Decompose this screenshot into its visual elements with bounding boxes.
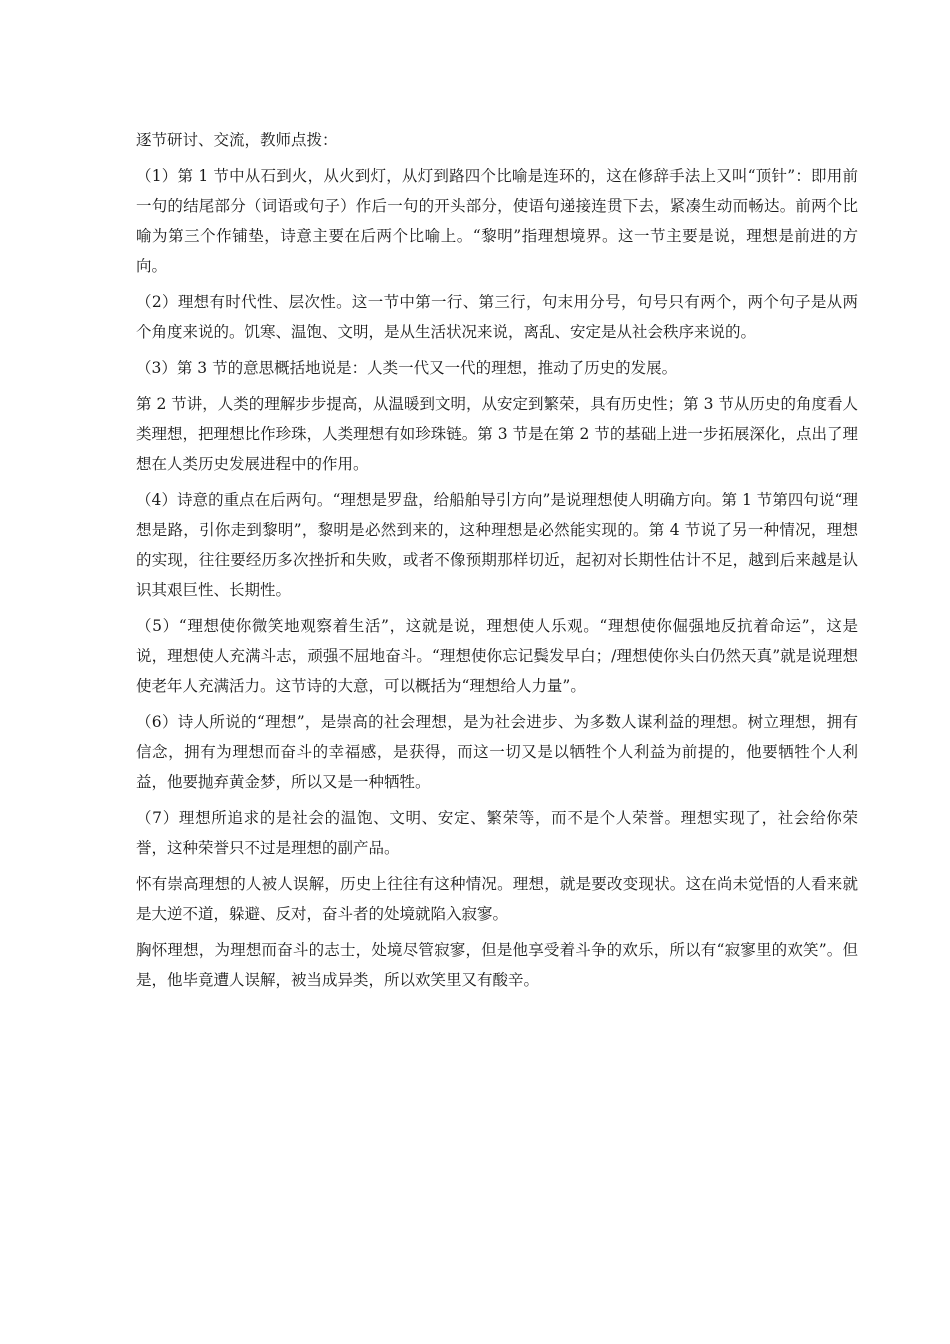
paragraph-3: （3）第 3 节的意思概括地说是：人类一代又一代的理想，推动了历史的发展。 (136, 359, 678, 377)
paragraph-7: （7）理想所追求的是社会的温饱、文明、安定、繁荣等，而不是个人荣誉。理想实现了，社会给你荣誉，这种荣誉只不过是理想的副产品。 (136, 809, 858, 857)
paragraph-7-note-b: 胸怀理想，为理想而奋斗的志士，处境尽管寂寥，但是他享受着斗争的欢乐，所以有“寂寥里的欢笑”。但是，他毕竟遭人误解，被当成异类，所以欢笑里又有酸辛。 (136, 941, 858, 989)
paragraph-5: （5）“理想使你微笑地观察着生活”，这就是说，理想使人乐观。“理想使你倔强地反抗着命运”，这是说，理想使人充满斗志，顽强不屈地奋斗。“理想使你忘记鬓发早白；/理想使你头白仍然天真”就是说理想使老年人充满活力。这节诗的大意，可以概括为“理想给人力量”。 (136, 617, 858, 695)
paragraph-3-explanation: 第 2 节讲，人类的理解步步提高，从温暖到文明，从安定到繁荣，具有历史性；第 3 节从历史的角度看人类理想，把理想比作珍珠，人类理想有如珍珠链。第 3 节是在第 2 节的基础上进一步拓展深化，点出了理想在人类历史发展进程中的作用。 (136, 395, 858, 473)
intro-line: 逐节研讨、交流，教师点拨： (136, 131, 338, 149)
paragraph-7-note-a: 怀有崇高理想的人被人误解，历史上往往有这种情况。理想，就是要改变现状。这在尚未觉悟的人看来就是大逆不道，躲避、反对，奋斗者的处境就陷入寂寥。 (136, 875, 858, 923)
paragraph-6: （6）诗人所说的“理想”，是崇高的社会理想，是为社会进步、为多数人谋利益的理想。树立理想，拥有信念，拥有为理想而奋斗的幸福感，是获得，而这一切又是以牺牲个人利益为前提的，他要牺牲个人利益，他要抛弃黄金梦，所以又是一种牺牲。 (136, 713, 858, 791)
document-body (136, 125, 858, 1001)
paragraph-4: （4）诗意的重点在后两句。“理想是罗盘，给船舶导引方向”是说理想使人明确方向。第 1 节第四句说“理想是路，引你走到黎明”，黎明是必然到来的，这种理想是必然能实现的。第 4 节说了另一种情况，理想的实现，往往要经历多次挫折和失败，或者不像预期那样切近，起初对长期性估计不足，越到后来越是认识其艰巨性、长期性。 (136, 491, 858, 599)
paragraph-2: （2）理想有时代性、层次性。这一节中第一行、第三行，句末用分号，句号只有两个，两个句子是从两个角度来说的。饥寒、温饱、文明，是从生活状况来说，离乱、安定是从社会秩序来说的。 (136, 293, 858, 341)
paragraph-1: （1）第 1 节中从石到火，从火到灯，从灯到路四个比喻是连环的，这在修辞手法上又叫“顶针”：即用前一句的结尾部分（词语或句子）作后一句的开头部分，使语句递接连贯下去，紧凑生动而畅达。前两个比喻为第三个作铺垫，诗意主要在后两个比喻上。“黎明”指理想境界。这一节主要是说，理想是前进的方向。 (136, 167, 858, 275)
